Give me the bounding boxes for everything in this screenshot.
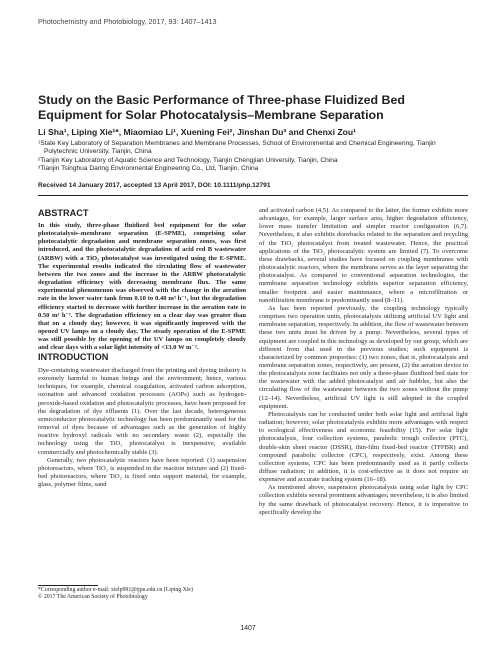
introduction-body	[38, 367, 246, 489]
right-paragraph-1: and activated carbon (4,5). As compared to the latter, the former exhibits more advantages, for example, larger surface area, higher degradation efficiency, lower mass transfer limitation and simpler reactor configuration (6,7). Nevertheless, it also exhibits drawbacks related to the separation and recycling of the TiO₂ photocatalyst from treated wastewater. Hence, the practical applications of the TiO₂ photocatalytic system are limited (7). To overcome these drawbacks, several studies have focused on coupling membranes with photocatalytic reactors, where the membrane serves as the layer separating the photocatalyst. As compared to conventional separation technologies, the membrane separation technology exhibits superior separation efficiency, smaller footprint and easier maintenance, where a microfiltration or nanofiltration membrane is predominantly used (8–11).	[259, 207, 468, 304]
copyright-note: © 2017 The American Society of Photobiology	[38, 594, 148, 600]
right-paragraph-4: As mentioned above, suspension photocatalysis using solar light by CPC collection exhibits several prominent advantages; nevertheless, it is also limited by the same drawback of photocatalyst recovery. Hence, it is imperative to specifically develop the	[259, 484, 468, 516]
right-paragraph-3: Photocatalysis can be conducted under both solar light and artificial light radiation; however, solar photocatalysis exhibits more advantages with respect to ecological effectiveness and economic feasibility (15). For solar light photocatalysis, four collection systems, parabolic trough collector (PTC), double-skin sheet reactor (DSSR), thin-film fixed-bed reactor (TFFBR) and compound parabolic collector (CPC), respectively, exist. Among these collection systems, CPC has been predominantly used as it partly collects diffuse radiation; in addition, it is cost-effective as it does not require an expensive and accurate tracking system (16–18).	[259, 410, 468, 484]
intro-paragraph-1: Dye-containing wastewater discharged from the printing and dyeing industry is extremely harmful to human beings and the environment; hence, various techniques, for example, chemical coagulation, activated carbon adsorption, ozonation and advanced oxidation processes (AOPs) such as hydrogen-peroxide-based oxidation and photocatalytic processes, have been proposed for the degradation of dye effluents (1). Over the last decade, heterogeneous semiconductor photocatalytic technology has been predominantly used for the removal of dyes because of advantages such as the generation of highly reactive hydroxyl radicals with no secondary waste (2), especially the technology using the TiO₂ photocatalyst is inexpensive, available commercially and photochemically stable (3).	[38, 367, 246, 456]
corresponding-author-note: *Corresponding author e-mail: xielp991@tjpu.edu.cn (Liping Xie)	[38, 587, 193, 593]
journal-reference: Photochemistry and Photobiology, 2017, 93: 1407–1413	[38, 17, 217, 26]
right-column-body	[259, 207, 468, 517]
intro-paragraph-2: Generally, two photocatalytic reactors have been reported: (1) suspension photoreactors, where TiO₂ is suspended in the reaction mixture and (2) fixed-bed photoreactors, where TiO₂ is fixed onto support material, for example, glass, polymer films, sand	[38, 456, 246, 489]
right-paragraph-2: As has been reported previously, the coupling technology typically comprises two operation units, photocatalysis utilizing artificial UV light and membrane separation, respectively. In addition, the flow of wastewater between these two units must be driven by a pump. Nevertheless, several types of equipment are coupled in this technology as developed by our group, which are different from that used in the previous studies; such equipment is characterized by common properties: (1) two zones, that is, photocatalysis and membrane separation zones, respectively, are present, (2) the aeration device in the photocatalysis zone facilitates not only a three-phase fluidized bed state for the wastewater with the added photocatalyst and air bubbles, but also the circulating flow of the wastewater between the two zones without the pump (12–14). Nevertheless, artificial UV light is still adopted in the coupled equipment.	[259, 304, 468, 410]
introduction-heading: INTRODUCTION	[38, 352, 109, 362]
affiliations	[38, 140, 468, 173]
affiliation-2: ²Tianjin Key Laboratory of Aquatic Science and Technology, Tianjin Chengjian University, Tianjin, China	[38, 156, 338, 164]
page-number: 1407	[240, 625, 256, 632]
author-list: Li Sha¹, Liping Xie¹*, Miaomiao Li¹, Xuening Fei², Jinshan Du³ and Chenxi Zou¹	[38, 127, 356, 137]
footnote	[38, 587, 246, 601]
footnote-divider	[38, 585, 98, 586]
abstract-text: In this study, three-phase fluidized bed equipment for the solar photocatalysis–membrane separation (E-SPME), comprising solar photocatalytic degradation and membrane separation zones, was first introduced, and the photocatalytic degradation of acid red B wastewater (ARBW) with a TiO₂ photocatalyst was investigated using the E-SPME. The experimental results indicated the circulating flow of wastewater between the two zones and the increase in the ARBW photocatalytic degradation efficiency with decreasing membrane flux. The same experimental phenomenon was observed with the change in the aeration rate in the lower water tank from 0.10 to 0.40 m³ h⁻¹, but the degradation efficiency started to decrease with further increase in the aeration rate to 0.50 m³ h⁻¹. The degradation efficiency on a clear day was greater than that on a cloudy day; however, it was significantly improved with the opened UV lamps on a cloudy day. The steady operation of the E-SPME was still possible by the opening of the UV lamps on completely cloudy and clear days with a solar light intensity of <13.0 W m⁻².	[38, 222, 246, 352]
article-title: Study on the Basic Performance of Three-phase Fluidized Bed Equipment for Solar Photocatalysis–Membrane Separation	[38, 93, 405, 122]
affiliation-3: ³Tianjin Tsinghua Daring Environmental Engineering Co., Ltd, Tianjin, China	[38, 164, 259, 172]
affiliation-1: ¹State Key Laboratory of Separation Membranes and Membrane Processes, School of Environmental and Chemical Engineering, Tianjin Polytechnic University, Tianjin, China	[38, 140, 436, 156]
abstract-heading: ABSTRACT	[38, 208, 89, 218]
header-divider	[38, 195, 468, 196]
received-dates-doi: Received 14 January 2017, accepted 13 April 2017, DOI: 10.1111/php.12791	[38, 182, 271, 189]
